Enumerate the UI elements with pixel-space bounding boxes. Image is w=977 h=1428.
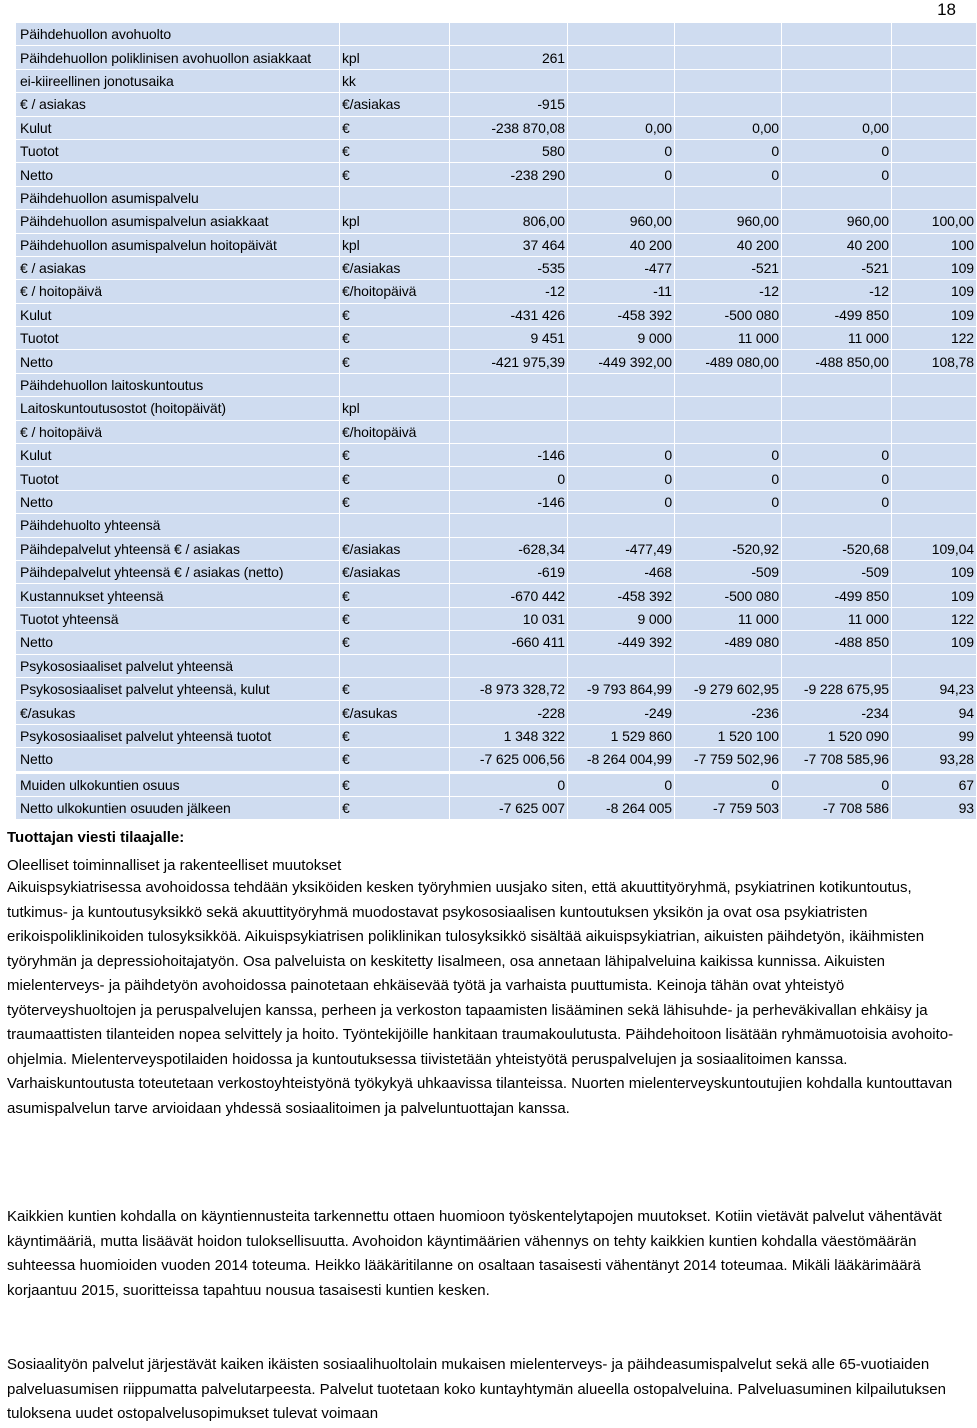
row-value: -234 [782,701,892,724]
row-label: € / hoitopäivä [16,420,340,443]
row-value: -421 975,39 [450,350,568,373]
table-row [16,23,977,46]
row-label: Netto [16,350,340,373]
row-value: 806,00 [450,210,568,233]
row-value: 960,00 [782,210,892,233]
row-value: 0 [450,467,568,490]
row-label: Päihdehuollon laitoskuntoutus [16,373,340,396]
row-value: 93,28 [892,748,977,772]
row-value [675,93,782,116]
row-label: Päihdepalvelut yhteensä € / asiakas [16,537,340,560]
table-row [16,116,977,139]
paragraph-text: Sosiaalityön palvelut järjestävät kaiken ikäisten sosiaalihuoltolain mukaisen mielenterveys- ja päihdeasumispalvelut sekä alle 65-vuotiaiden palveluasumisen riippumatta palvelutarpeesta. Palvelut tuotetaan koko kuntayhtymän alueella ostopalveluina. Palveluasuminen kilpailutuksen tuloksena uudet ostopalvelusopimukset tulevat voimaan [7,1356,946,1422]
row-value: 1 520 100 [675,724,782,747]
row-value: 0 [568,163,675,186]
row-value [675,69,782,92]
row-value [450,420,568,443]
row-value [675,46,782,69]
row-value: -8 264 004,99 [568,748,675,772]
row-label: €/asukas [16,701,340,724]
message-subtitle: Oleelliset toiminnalliset ja rakenteelliset muutokset [7,857,342,874]
row-value: 100,00 [892,210,977,233]
row-value [675,420,782,443]
row-value: -236 [675,701,782,724]
table-row [16,701,977,724]
row-unit: € [340,327,450,350]
paragraph-text: Kaikkien kuntien kohdalla on käyntiennusteita tarkennettu ottaen huomioon työskentelytapojen muutokset. Kotiin vietävät palvelut vähentävät käyntimääriä, mutta lisäävät hoidon tuloksellisuutta. Avohoidon käyntimäärien vähennys on tehty kaikkien kuntien kohdalla väestömäärän suhteessa huomioiden vuoden 2014 toteuma. Heikko lääkäritilanne on osaltaan tasaisesti vähentänyt 2014 toteumaa. Mikäli lääkärimäärä korjaantuu 2015, suoritteissa tapahtuu nousua tasaisesti kuntien kesken. [7,1208,942,1299]
row-value: -499 850 [782,584,892,607]
table-row [16,373,977,396]
row-value: 122 [892,607,977,630]
table-row [16,514,977,537]
row-value [568,46,675,69]
row-unit: kpl [340,210,450,233]
row-label: Kulut [16,116,340,139]
row-unit: € [340,303,450,326]
row-value: -11 [568,280,675,303]
row-label: Psykososiaaliset palvelut yhteensä [16,654,340,677]
table-row [16,327,977,350]
row-value: -449 392 [568,631,675,654]
message-paragraph-2 [7,1205,955,1303]
row-value: 9 000 [568,607,675,630]
table-row [16,420,977,443]
row-label: Kulut [16,303,340,326]
table-row [16,607,977,630]
row-value [892,46,977,69]
row-value [568,397,675,420]
table-row [16,560,977,583]
row-value [892,654,977,677]
row-value: 0 [782,444,892,467]
row-label: Päihdepalvelut yhteensä € / asiakas (netto) [16,560,340,583]
row-value [892,467,977,490]
row-label: ei-kiireellinen jonotusaika [16,69,340,92]
row-value: -500 080 [675,303,782,326]
row-label: Psykososiaaliset palvelut yhteensä, kulut [16,677,340,700]
row-value: -468 [568,560,675,583]
row-value [892,186,977,209]
row-value [892,373,977,396]
row-value: 0 [782,163,892,186]
row-unit: € [340,490,450,513]
row-value: -228 [450,701,568,724]
table-row [16,748,977,772]
paragraph-text: Aikuispsykiatrisessa avohoidossa tehdään yksiköiden kesken työryhmien uusjako siten, että akuuttityöryhmä, psykiatrinen kotikuntoutus, tutkimus- ja kuntoutusyksikkö sekä akuuttityöryhmä muodostavat psykososiaalisen kuntoutuksen yksikön ja ovat osa psykiatristen erikoispoliklinikoiden tulosyksikköä. Aikuispsykiatrisen poliklinikan tulosyksikkö sisältää aikuispsykiatrian, aikuisten päihdetyön, ikäihmisten työryhmän ja depressiohoitajatyön. Osa palveluista on keskitetty Iisalmeen, osa annetaan lähipalveluina kaikissa kunnissa. Aikuisten mielenterveys- ja päihdetyön avohoidossa painotetaan ehkäisevää työtä ja varhaista puuttumista. Keinoja tähän ovat yhteistyö työterveyshuoltojen ja peruspalvelujen kanssa, perheen ja verkoston tapaamisten lisääminen sekä lähisuhde- ja perheväkivallan ehkäisy ja traumaattisten tilanteiden nopea selvittely ja hoito. Työntekijöille hankitaan traumakoulutusta. Päihdehoitoon lisätään ryhmämuotoisia avohoito-ohjelmia. Mielenterveyspotilaiden hoidossa ja kuntoutuksessa tiivistetään yhteistyötä peruspalvelujen ja sosiaalitoimen kanssa. Varhaiskuntoutusta toteutetaan verkostoyhteistyönä työkykyä uhkaavissa tilanteissa. Nuorten mielenterveyskuntoutujien kohdalla kuntouttavan asumispalvelun tarve arvioidaan yhdessä sosiaalitoimen ja palveluntuottajan kanssa. [7,879,954,1117]
row-value: 109 [892,560,977,583]
row-value [782,420,892,443]
row-value: 100 [892,233,977,256]
row-value: -458 392 [568,584,675,607]
row-unit: € [340,139,450,162]
row-label: Tuotot yhteensä [16,607,340,630]
row-unit [340,373,450,396]
table-row [16,186,977,209]
row-label: Netto ulkokuntien osuuden jälkeen [16,796,340,819]
row-value: -12 [450,280,568,303]
row-value: -146 [450,444,568,467]
row-value [450,186,568,209]
table-row [16,724,977,747]
row-unit: € [340,116,450,139]
row-value: 1 529 860 [568,724,675,747]
row-value [892,23,977,46]
row-unit: € [340,350,450,373]
row-value: -8 973 328,72 [450,677,568,700]
table-row [16,772,977,796]
row-value: -7 759 503 [675,796,782,819]
row-value [568,186,675,209]
row-unit: kpl [340,397,450,420]
row-unit: € [340,772,450,796]
row-value: 0 [782,772,892,796]
row-value: 0 [568,139,675,162]
row-value [675,397,782,420]
row-value: 0,00 [782,116,892,139]
row-value [892,444,977,467]
row-label: Netto [16,631,340,654]
row-value: 108,78 [892,350,977,373]
row-value: 11 000 [782,607,892,630]
row-value: 0 [675,772,782,796]
row-value: -477 [568,256,675,279]
row-value: 0 [568,467,675,490]
row-value: 94 [892,701,977,724]
row-label: Päihdehuollon asumispalvelun hoitopäivät [16,233,340,256]
row-label: Laitoskuntoutusostot (hoitopäivät) [16,397,340,420]
row-unit: €/asiakas [340,537,450,560]
row-value: -509 [782,560,892,583]
row-value: -238 870,08 [450,116,568,139]
row-value: 67 [892,772,977,796]
row-unit: € [340,677,450,700]
row-value: 0 [675,163,782,186]
row-unit: €/asiakas [340,256,450,279]
row-value [450,397,568,420]
row-value [892,139,977,162]
row-value: -521 [675,256,782,279]
row-value: 0 [675,139,782,162]
row-value: 0 [782,490,892,513]
page-number: 18 [937,0,956,19]
row-value: 94,23 [892,677,977,700]
message-paragraph-1 [7,876,955,1121]
row-value [782,397,892,420]
row-label: Netto [16,490,340,513]
row-value: -520,92 [675,537,782,560]
row-value: -458 392 [568,303,675,326]
row-value: -7 625 007 [450,796,568,819]
row-value: -9 279 602,95 [675,677,782,700]
row-value: 40 200 [782,233,892,256]
row-value: 93 [892,796,977,819]
row-value [568,69,675,92]
row-value: -7 625 006,56 [450,748,568,772]
row-value [892,490,977,513]
table-row [16,444,977,467]
row-unit [340,23,450,46]
row-value: -619 [450,560,568,583]
row-value: 109 [892,631,977,654]
row-value: -535 [450,256,568,279]
table-row [16,280,977,303]
row-unit [340,186,450,209]
row-unit: kpl [340,46,450,69]
row-value: 11 000 [675,607,782,630]
row-value [892,163,977,186]
message-title: Tuottajan viesti tilaajalle: [7,829,185,846]
row-value [450,514,568,537]
row-value: -146 [450,490,568,513]
row-label: Kustannukset yhteensä [16,584,340,607]
table-row [16,467,977,490]
row-value: 109 [892,280,977,303]
table-row [16,654,977,677]
row-value [450,69,568,92]
row-unit: € [340,796,450,819]
row-value: -488 850,00 [782,350,892,373]
row-value: 960,00 [675,210,782,233]
row-value [568,23,675,46]
row-value [782,23,892,46]
row-value: 580 [450,139,568,162]
row-value: 0 [782,139,892,162]
row-unit: € [340,444,450,467]
row-value [782,514,892,537]
row-value: -12 [675,280,782,303]
row-label: Päihdehuolto yhteensä [16,514,340,537]
row-value [892,397,977,420]
row-label: € / asiakas [16,93,340,116]
row-label: Päihdehuollon avohuolto [16,23,340,46]
row-value: 0 [782,467,892,490]
table-row [16,677,977,700]
row-value [782,93,892,116]
row-value: 0 [568,444,675,467]
row-value [675,654,782,677]
row-value: 11 000 [782,327,892,350]
row-unit: €/hoitopäivä [340,280,450,303]
row-value: 0 [675,444,782,467]
row-label: Päihdehuollon asumispalvelu [16,186,340,209]
row-value: -9 228 675,95 [782,677,892,700]
row-unit: €/asiakas [340,560,450,583]
row-value: 261 [450,46,568,69]
row-value: 0 [675,490,782,513]
row-unit: €/asukas [340,701,450,724]
row-unit: € [340,631,450,654]
row-value: 9 000 [568,327,675,350]
row-value [675,23,782,46]
row-value: -431 426 [450,303,568,326]
row-value: 10 031 [450,607,568,630]
message-paragraph-3 [7,1353,955,1427]
row-value: 109 [892,584,977,607]
row-label: Tuotot [16,139,340,162]
table-row [16,537,977,560]
table-row [16,93,977,116]
row-unit [340,654,450,677]
table-row [16,233,977,256]
row-value: -500 080 [675,584,782,607]
row-label: Tuotot [16,327,340,350]
row-value [892,116,977,139]
row-value: 109 [892,303,977,326]
row-value: -249 [568,701,675,724]
row-value [892,93,977,116]
row-value [675,186,782,209]
row-value: -660 411 [450,631,568,654]
row-value: -499 850 [782,303,892,326]
table-row [16,796,977,819]
row-value: 122 [892,327,977,350]
row-value: -449 392,00 [568,350,675,373]
row-label: € / hoitopäivä [16,280,340,303]
row-value: -7 708 586 [782,796,892,819]
row-value [568,420,675,443]
row-value: 0 [568,490,675,513]
row-label: Päihdehuollon poliklinisen avohuollon asiakkaat [16,46,340,69]
row-value: -7 759 502,96 [675,748,782,772]
row-value [568,373,675,396]
row-value [568,514,675,537]
row-unit: € [340,724,450,747]
row-value: 960,00 [568,210,675,233]
row-value [892,514,977,537]
table-row [16,303,977,326]
row-value [892,420,977,443]
row-value [568,93,675,116]
row-value: -8 264 005 [568,796,675,819]
table-row [16,163,977,186]
row-value: 0,00 [675,116,782,139]
row-value: -520,68 [782,537,892,560]
table-row [16,69,977,92]
table-row [16,584,977,607]
row-value: 0 [450,772,568,796]
finance-table [15,22,977,820]
row-value [568,654,675,677]
row-label: Kulut [16,444,340,467]
row-value [675,514,782,537]
row-value [782,654,892,677]
row-value: -488 850 [782,631,892,654]
row-value: 40 200 [568,233,675,256]
table-row [16,256,977,279]
row-value: -477,49 [568,537,675,560]
row-label: € / asiakas [16,256,340,279]
row-unit: € [340,163,450,186]
row-value: 0 [568,772,675,796]
row-value: -509 [675,560,782,583]
row-value: -489 080 [675,631,782,654]
row-value: -7 708 585,96 [782,748,892,772]
row-value: -521 [782,256,892,279]
row-value [782,46,892,69]
table-row [16,139,977,162]
row-value: 109 [892,256,977,279]
row-unit: kpl [340,233,450,256]
row-value [450,373,568,396]
table-row [16,350,977,373]
table-row [16,210,977,233]
row-value: 37 464 [450,233,568,256]
table-row [16,46,977,69]
row-unit: €/hoitopäivä [340,420,450,443]
row-value: 9 451 [450,327,568,350]
row-value [675,373,782,396]
row-value: 0 [675,467,782,490]
row-label: Netto [16,748,340,772]
row-value [892,69,977,92]
row-unit: €/asiakas [340,93,450,116]
row-value [450,654,568,677]
row-value: -670 442 [450,584,568,607]
row-value [782,69,892,92]
row-label: Tuotot [16,467,340,490]
table-row [16,397,977,420]
row-unit: € [340,467,450,490]
row-value: -9 793 864,99 [568,677,675,700]
row-unit [340,514,450,537]
row-value: -489 080,00 [675,350,782,373]
table-row [16,631,977,654]
row-label: Netto [16,163,340,186]
row-unit: € [340,748,450,772]
row-value [450,23,568,46]
row-value: 11 000 [675,327,782,350]
row-unit: kk [340,69,450,92]
row-label: Päihdehuollon asumispalvelun asiakkaat [16,210,340,233]
row-value: 0,00 [568,116,675,139]
row-value [782,186,892,209]
table-row [16,490,977,513]
row-value: 99 [892,724,977,747]
row-unit: € [340,584,450,607]
row-value: 109,04 [892,537,977,560]
row-value: -12 [782,280,892,303]
row-value [782,373,892,396]
row-value: -915 [450,93,568,116]
row-value: -628,34 [450,537,568,560]
row-value: 40 200 [675,233,782,256]
row-value: 1 520 090 [782,724,892,747]
row-value: -238 290 [450,163,568,186]
row-value: 1 348 322 [450,724,568,747]
row-label: Muiden ulkokuntien osuus [16,772,340,796]
row-label: Psykososiaaliset palvelut yhteensä tuotot [16,724,340,747]
row-unit: € [340,607,450,630]
